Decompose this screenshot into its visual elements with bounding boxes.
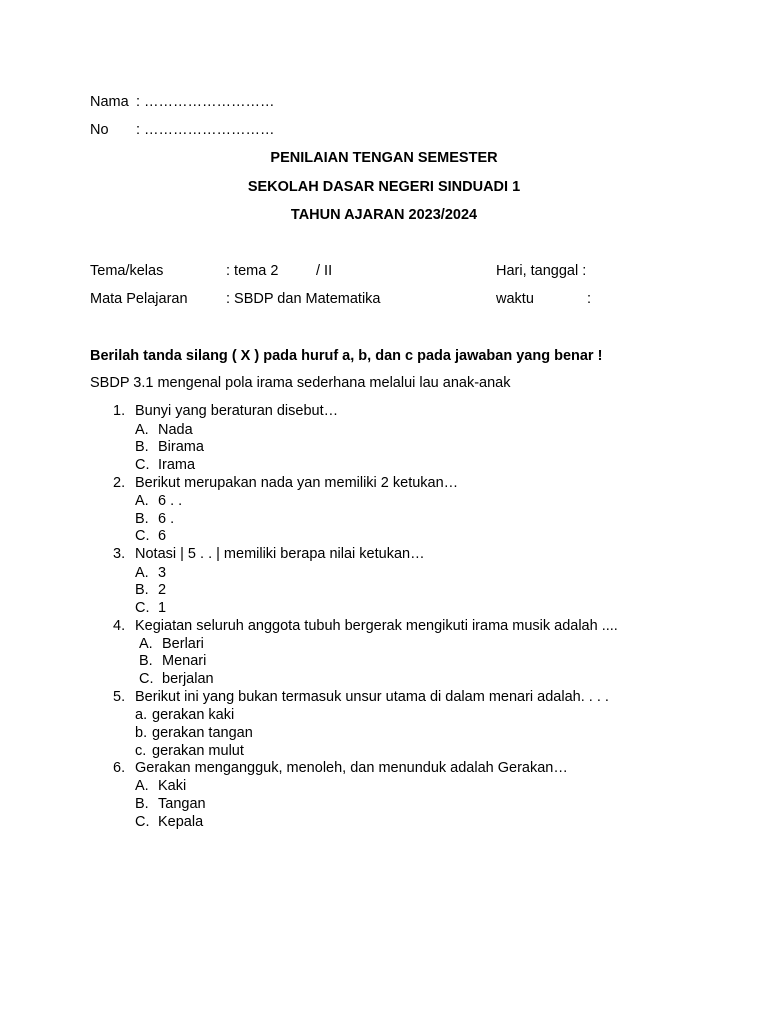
option-letter: B. [135, 511, 149, 527]
option-text: 6 . . [158, 493, 183, 509]
option-text: Nada [158, 422, 193, 438]
option-letter: B. [139, 653, 153, 669]
option-text: gerakan mulut [152, 743, 244, 759]
competency: SBDP 3.1 mengenal pola irama sederhana melalui lau anak-anak [90, 375, 511, 391]
mapel-value: : SBDP dan Matematika [226, 291, 381, 307]
question-number: 2. [113, 475, 126, 491]
nama-value: : ……………………… [136, 94, 275, 110]
option-text: Birama [158, 439, 204, 455]
option-letter: C. [135, 814, 150, 830]
question-text: Gerakan mengangguk, menoleh, dan menunduk adalah Gerakan… [135, 760, 568, 776]
question-text: Notasi | 5 . . | memiliki berapa nilai ketukan… [135, 546, 425, 562]
waktu-colon: : [587, 291, 592, 307]
option-letter: A. [135, 565, 149, 581]
title-line-1: PENILAIAN TENGAN SEMESTER [270, 150, 498, 166]
option-letter: C. [139, 671, 154, 687]
no-value: : ……………………… [136, 122, 275, 138]
option-letter: B. [135, 582, 149, 598]
hari-tanggal-label: Hari, tanggal : [496, 263, 587, 279]
option-text: 1 [158, 600, 167, 616]
no-label: No [90, 122, 109, 138]
title-line-2: SEKOLAH DASAR NEGERI SINDUADI 1 [247, 179, 521, 195]
option-text: 6 [158, 528, 167, 544]
tema-label: Tema/kelas [90, 263, 164, 279]
question-number: 5. [113, 689, 126, 705]
title-line-3: TAHUN AJARAN 2023/2024 [290, 207, 478, 223]
option-text: 3 [158, 565, 167, 581]
tema-value: : tema 2 [226, 263, 279, 279]
option-text: gerakan kaki [152, 707, 235, 723]
option-text: Tangan [158, 796, 206, 812]
question-number: 3. [113, 546, 126, 562]
option-text: 6 . [158, 511, 175, 527]
mapel-label: Mata Pelajaran [90, 291, 188, 307]
option-text: gerakan tangan [152, 725, 253, 741]
waktu-label: waktu [496, 291, 534, 307]
question-number: 6. [113, 760, 126, 776]
option-text: 2 [158, 582, 167, 598]
option-letter: C. [135, 600, 150, 616]
option-letter: a. [135, 707, 148, 723]
option-letter: A. [135, 422, 149, 438]
option-text: berjalan [162, 671, 214, 687]
option-letter: c. [135, 743, 147, 759]
question-text: Berikut merupakan nada yan memiliki 2 ketukan… [135, 475, 459, 491]
kelas-value: / II [316, 263, 333, 279]
question-number: 1. [113, 403, 126, 419]
option-letter: B. [135, 796, 149, 812]
option-text: Kaki [158, 778, 187, 794]
question-text: Kegiatan seluruh anggota tubuh bergerak mengikuti irama musik adalah .... [135, 618, 618, 634]
question-text: Berikut ini yang bukan termasuk unsur utama di dalam menari adalah. . . . [135, 689, 609, 705]
question-text: Bunyi yang beraturan disebut… [135, 403, 339, 419]
nama-label: Nama [90, 94, 129, 110]
option-letter: B. [135, 439, 149, 455]
option-letter: A. [139, 636, 153, 652]
question-number: 4. [113, 618, 126, 634]
option-letter: A. [135, 493, 149, 509]
option-text: Menari [162, 653, 207, 669]
option-text: Irama [158, 457, 196, 473]
option-letter: C. [135, 528, 150, 544]
option-letter: b. [135, 725, 148, 741]
option-letter: A. [135, 778, 149, 794]
option-letter: C. [135, 457, 150, 473]
option-text: Kepala [158, 814, 204, 830]
option-text: Berlari [162, 636, 204, 652]
instruction: Berilah tanda silang ( X ) pada huruf a, b, dan c pada jawaban yang benar ! [90, 348, 603, 364]
